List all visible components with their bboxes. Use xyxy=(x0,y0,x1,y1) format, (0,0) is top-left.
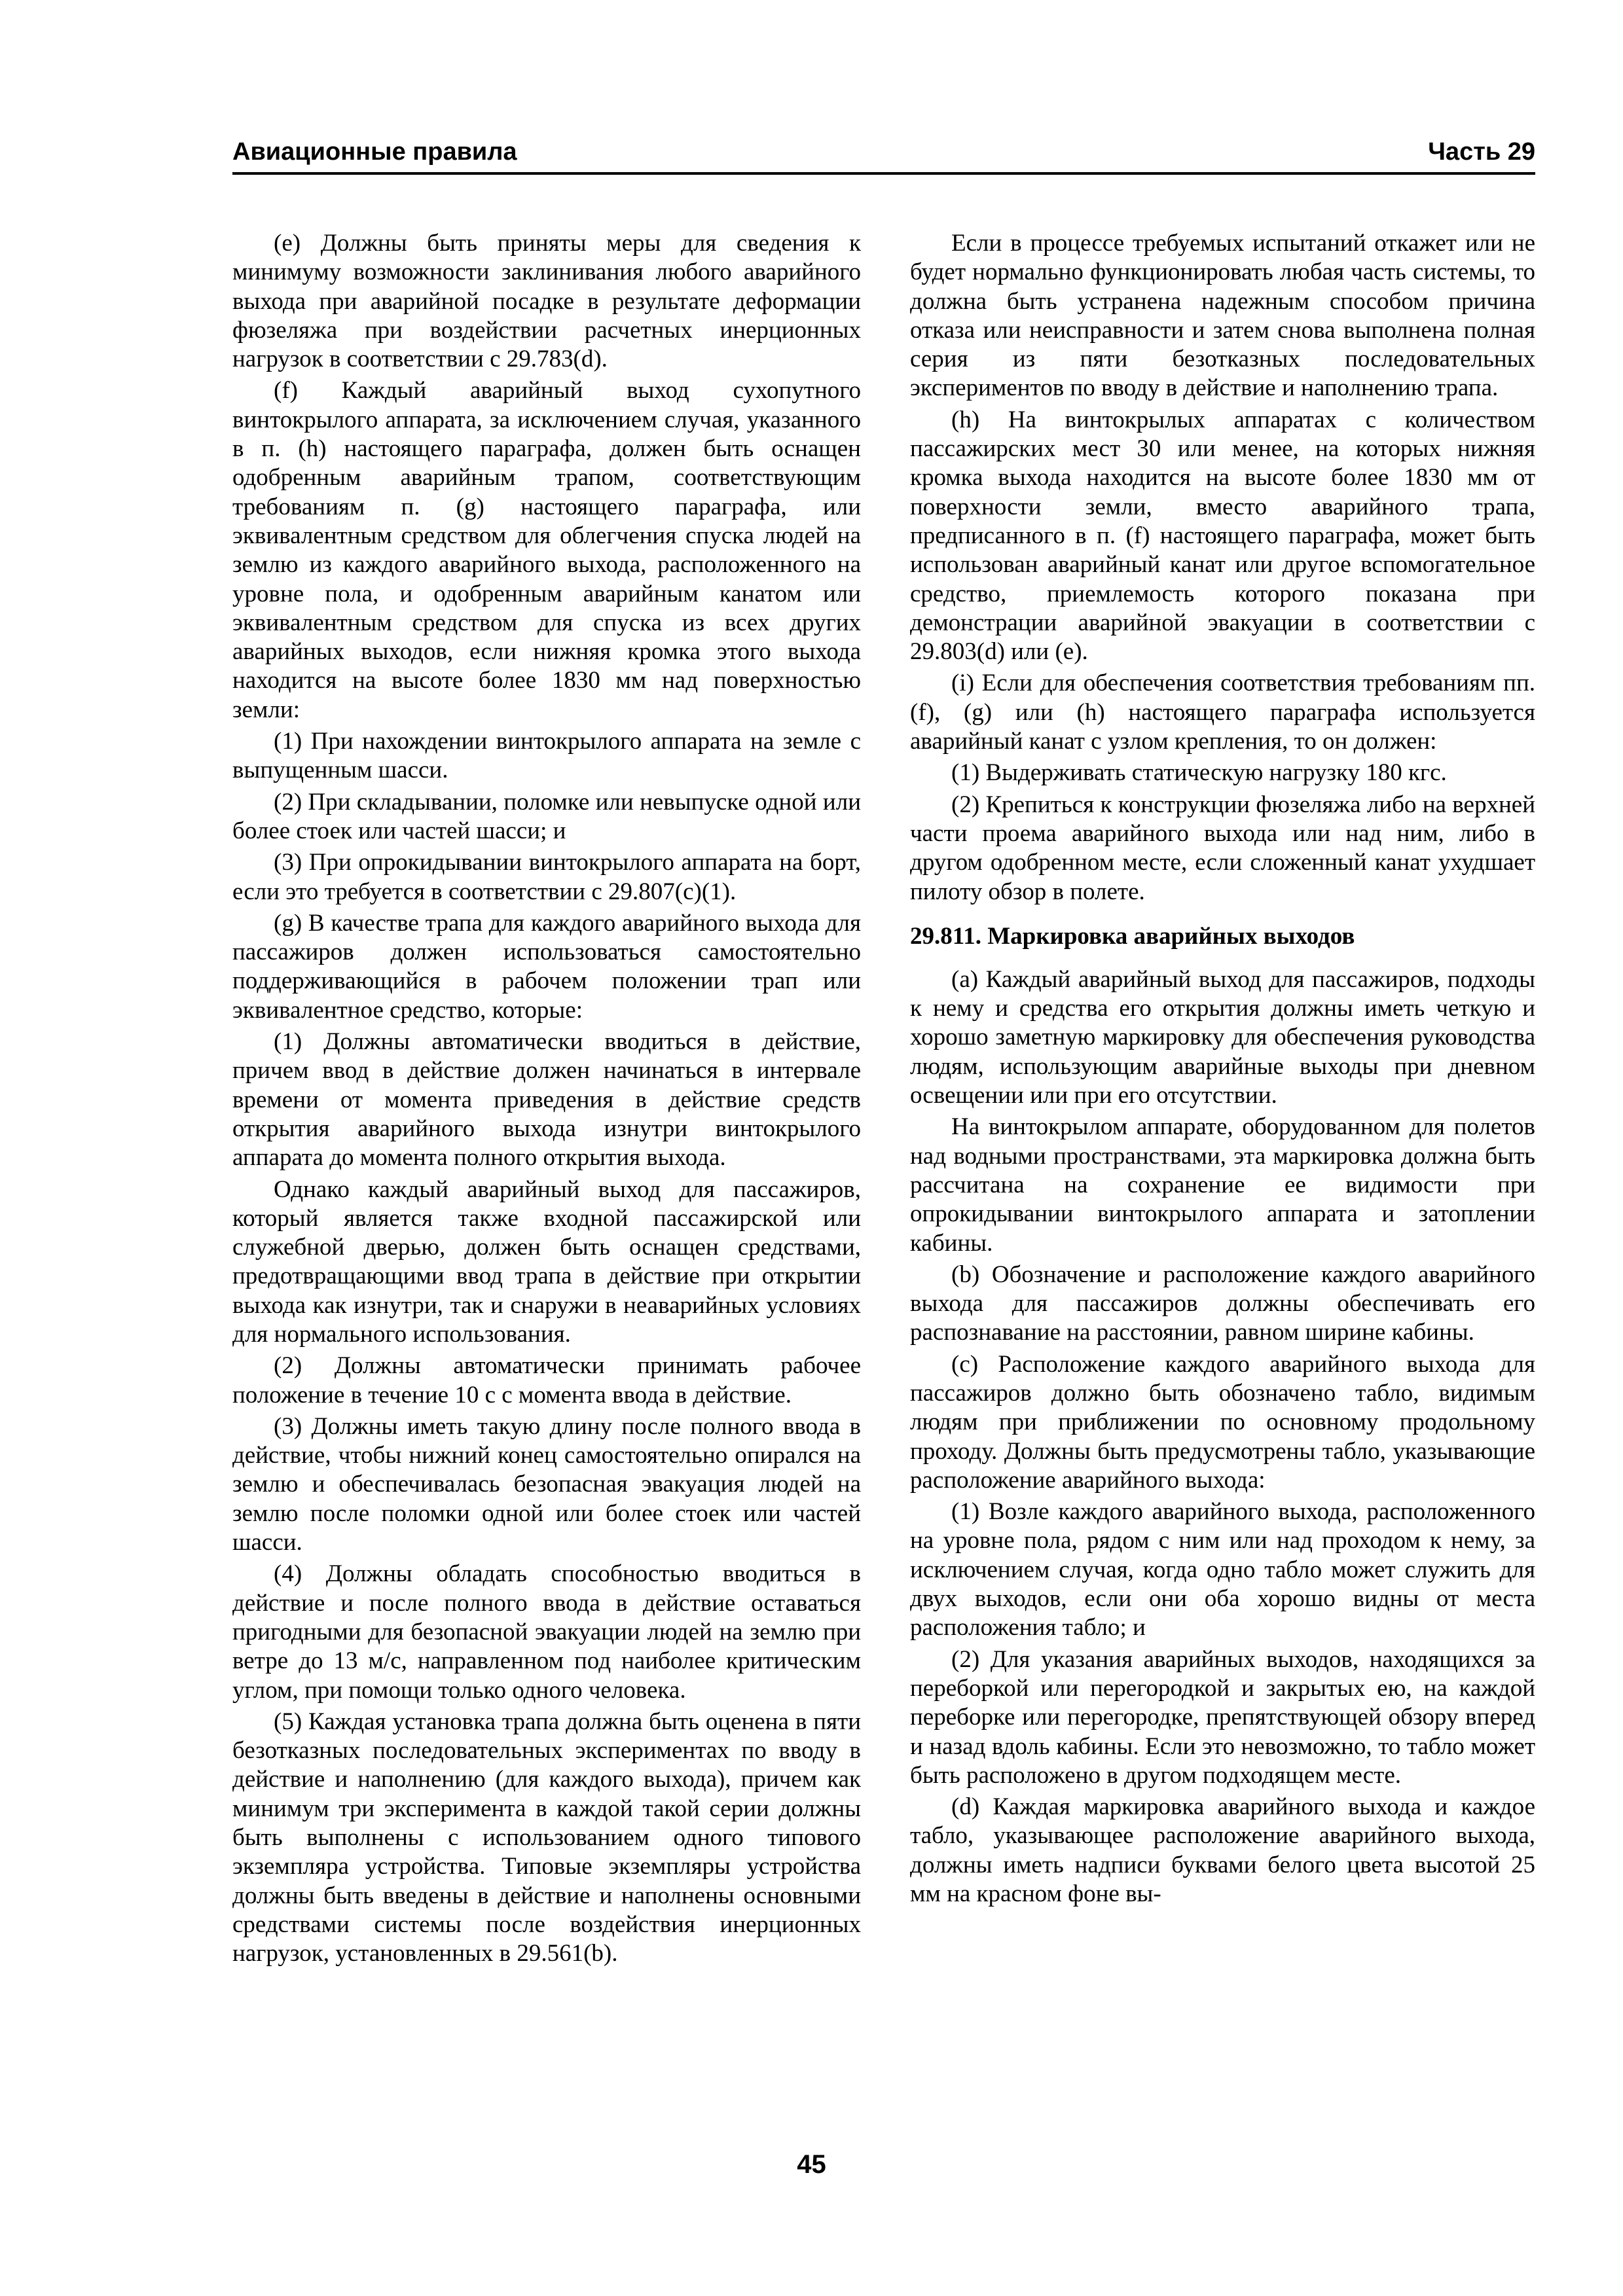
paragraph: (а) Каждый аварийный выход для пассажиров, подходы к нему и средства его открытия должны иметь четкую и хорошо заметную маркировку для обеспечения руководства людям, использующим аварийные выходы при дневном освещении или при его отсутствии. xyxy=(910,965,1535,1109)
paragraph: (2) Должны автоматически принимать рабочее положение в течение 10 с с момента ввода в действие. xyxy=(232,1352,861,1408)
paragraph: Однако каждый аварийный выход для пассажиров, который является также входной пассажирской или служебной дверью, должен быть оснащен средствами, предотвращающими ввод трапа в действие при открытии выхода как изнутри, так и снаружи в неаварийных условиях для нормального использования. xyxy=(232,1175,861,1348)
right-column xyxy=(910,229,1535,1911)
paragraph: Если в процессе требуемых испытаний откажет или не будет нормально функционировать любая часть системы, то должна быть устранена надежным способом причина отказа или неисправности и затем снова выполнена полная серия из пяти безотказных последовательных экспериментов по вводу в действие и наполнению трапа. xyxy=(910,230,1535,402)
paragraph: (е) Должны быть приняты меры для сведения к минимуму возможности заклинивания любого аварийного выхода при аварийной посадке в результате деформации фюзеляжа при воздействии расчетных инерционных нагрузок в соответствии с 29.783(d). xyxy=(232,230,861,373)
page-number: 45 xyxy=(797,2150,826,2179)
paragraph: (g) В качестве трапа для каждого аварийного выхода для пассажиров должен использоваться самостоятельно поддерживающийся в рабочем положении трап или эквивалентное средство, которые: xyxy=(232,909,861,1024)
paragraph: (3) Должны иметь такую длину после полного ввода в действие, чтобы нижний конец самостоятельно опирался на землю и обеспечивалась безопасная эвакуация людей на землю после поломки одной или более стоек или частей шасси. xyxy=(232,1412,861,1556)
section-heading: 29.811. Маркировка аварийных выходов xyxy=(910,922,1355,950)
paragraph: На винтокрылом аппарате, оборудованном для полетов над водными пространствами, эта маркировка должна быть рассчитана на сохранение ее видимости при опрокидывании винтокрылого аппарата и затоплении кабины. xyxy=(910,1113,1535,1257)
left-column xyxy=(232,229,861,1971)
paragraph: (2) Крепиться к конструкции фюзеляжа либо на верхней части проема аварийного выхода или над ним, либо в другом одобренном месте, если сложенный канат ухудшает пилоту обзор в полете. xyxy=(910,791,1535,905)
paragraph: (3) При опрокидывании винтокрылого аппарата на борт, если это требуется в соответствии с 29.807(с)(1). xyxy=(232,849,861,905)
paragraph: (d) Каждая маркировка аварийного выхода и каждое табло, указывающее расположение аварийного выхода, должны иметь надписи буквами белого цвета высотой 25 мм на красном фоне вы- xyxy=(910,1793,1535,1908)
paragraph: (4) Должны обладать способностью вводиться в действие и после полного ввода в действие оставаться пригодными для безопасной эвакуации людей на землю при ветре до 13 м/с, направленном под наиболее критическим углом, при помощи только одного человека. xyxy=(232,1560,861,1704)
paragraph: (1) При нахождении винтокрылого аппарата на земле с выпущенным шасси. xyxy=(232,728,861,784)
paragraph: (с) Расположение каждого аварийного выхода для пассажиров должно быть обозначено табло, видимым людям при приближении по основному продольному проходу. Должны быть предусмотрены табло, указывающие расположение аварийного выхода: xyxy=(910,1350,1535,1494)
header-title: Авиационные правила xyxy=(232,138,517,166)
paragraph: (1) Выдерживать статическую нагрузку 180 кгс. xyxy=(951,759,1447,787)
paragraph: (5) Каждая установка трапа должна быть оценена в пяти безотказных последовательных экспериментах по вводу в действие и наполнению (для каждого выхода), причем как минимум три эксперимента в каждой такой серии должны быть выполнены с использованием одного типового экземпляра устройства. Типовые экземпляры устройства должны быть введены в действие и наполнены основными средствами системы после воздействия инерционных нагрузок, установленных в 29.561(b). xyxy=(232,1708,861,1967)
paragraph: (1) Возле каждого аварийного выхода, расположенного на уровне пола, рядом с ним или над проходом к нему, за исключением случая, когда одно табло может служить для двух выходов, если они оба хорошо видны от места расположения табло; и xyxy=(910,1498,1535,1641)
paragraph: (h) На винтокрылых аппаратах с количеством пассажирских мест 30 или менее, на которых нижняя кромка выхода находится на высоте более 1830 мм от поверхности земли, вместо аварийного трапа, предписанного в п. (f) настоящего параграфа, может быть использован аварийный канат или другое вспомогательное средство, приемлемость которого показана при демонстрации аварийной эвакуации в соответствии с 29.803(d) или (е). xyxy=(910,406,1535,666)
paragraph: (1) Должны автоматически вводиться в действие, причем ввод в действие должен начинаться в интервале времени от момента приведения в действие средств открытия аварийного выхода изнутри винтокрылого аппарата до момента полного открытия выхода. xyxy=(232,1028,861,1172)
paragraph: (2) Для указания аварийных выходов, находящихся за переборкой или перегородкой и закрытых ею, на каждой переборке или перегородке, препятствующей обзору вперед и назад вдоль кабины. Если это невозможно, то табло может быть расположено в другом подходящем месте. xyxy=(910,1645,1535,1789)
header-part: Часть 29 xyxy=(1428,138,1535,166)
paragraph: (2) При складывании, поломке или невыпуске одной или более стоек или частей шасси; и xyxy=(232,788,861,844)
paragraph: (f) Каждый аварийный выход сухопутного винтокрылого аппарата, за исключением случая, указанного в п. (h) настоящего параграфа, должен быть оснащен одобренным аварийным трапом, соответствующим требованиям п. (g) настоящего параграфа, или эквивалентным средством для облегчения спуска людей на землю из каждого аварийного выхода, расположенного на уровне пола, и одобренным аварийным канатом или эквивалентным средством для спуска из всех других аварийных выходов, если нижняя кромка этого выхода находится на высоте более 1830 мм над поверхностью земли: xyxy=(232,377,861,723)
paragraph: (i) Если для обеспечения соответствия требованиям пп. (f), (g) или (h) настоящего параграфа используется аварийный канат с узлом крепления, то он должен: xyxy=(910,670,1535,755)
running-header xyxy=(232,134,1535,175)
paragraph: (b) Обозначение и расположение каждого аварийного выхода для пассажиров должны обеспечивать его распознавание на расстоянии, равном ширине кабины. xyxy=(910,1261,1535,1346)
